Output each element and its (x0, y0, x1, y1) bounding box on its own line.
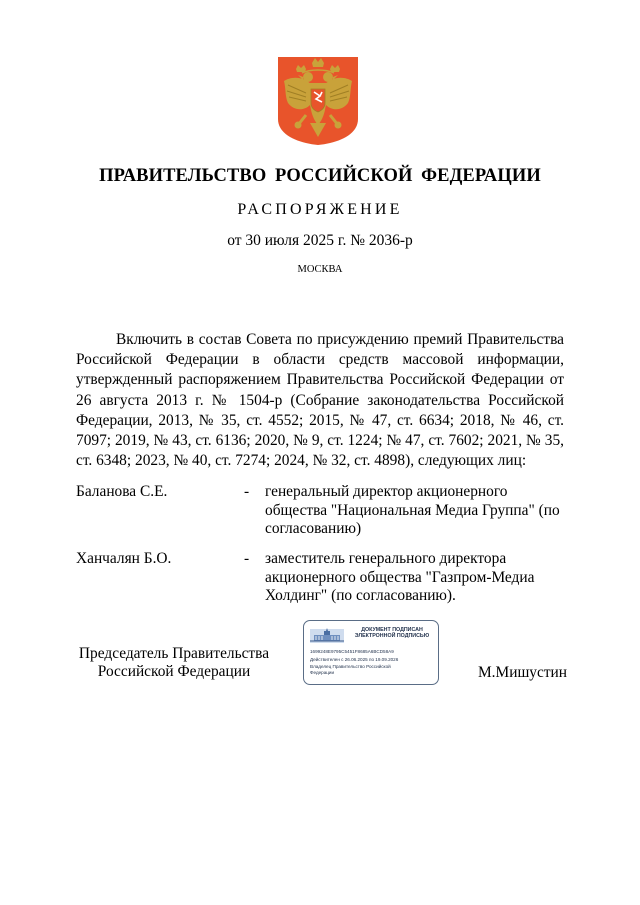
russian-coat-of-arms-icon (276, 55, 360, 147)
document-city: МОСКВА (297, 264, 343, 275)
document-date-number: от 30 июля 2025 г. № 2036-р (227, 232, 413, 249)
member-dash: - (244, 550, 250, 567)
stamp-validity: Действителен с 26.06.2025 по 19.09.2026 (310, 657, 399, 662)
stamp-title: ДОКУМЕНТ ПОДПИСАН ЭЛЕКТРОННОЙ ПОДПИСЬЮ (354, 627, 430, 640)
government-name: ПРАВИТЕЛЬСТВО РОССИЙСКОЙ ФЕДЕРАЦИИ (99, 166, 541, 186)
stamp-owner: Федерации (310, 669, 335, 675)
electronic-signature-stamp (303, 620, 439, 685)
member-role: заместитель генерального директора акционерного общества "Газпром-Медиа Холдинг" (по согласованию). (265, 550, 535, 605)
document-type: РАСПОРЯЖЕНИЕ (237, 201, 403, 218)
stamp-owner: Владелец Правительство Российской (310, 664, 391, 669)
coat-of-arms-emblem (276, 55, 360, 147)
member-name: Ханчалян Б.О. (76, 550, 172, 567)
signer-name: М.Мишустин (478, 664, 568, 681)
order-paragraph: Включить в состав Совета по присуждению премий Правительства Российской Федерации в области средств массовой информации, утвержденный распоряжением Правительства Российской Федерации от 26 августа 2013 г. № 1504-р (Собрание законодательства Российской Федерации, 2013, № 35, ст. 4552; 2015, № 47, ст. 6634; 2018, № 46, ст. 7097; 2019, № 43, ст. 6136; 2020, № 9, ст. 1224; № 47, ст. 7602; 2021, № 35, ст. 6348; 2023, № 40, ст. 7274; 2024, № 32, ст. 4898), следующих лиц: (76, 331, 564, 470)
signer-title: Председатель Правительства Российской Федерации (78, 645, 270, 681)
member-name: Баланова С.Е. (76, 483, 168, 500)
stamp-certificate: 1699248E9795C5451F8685A6BCD58A9 (310, 649, 394, 654)
government-building-icon (310, 627, 344, 643)
member-dash: - (244, 483, 250, 500)
member-role: генеральный директор акционерного общества "Национальная Медиа Группа" (по согласованию) (265, 483, 560, 538)
